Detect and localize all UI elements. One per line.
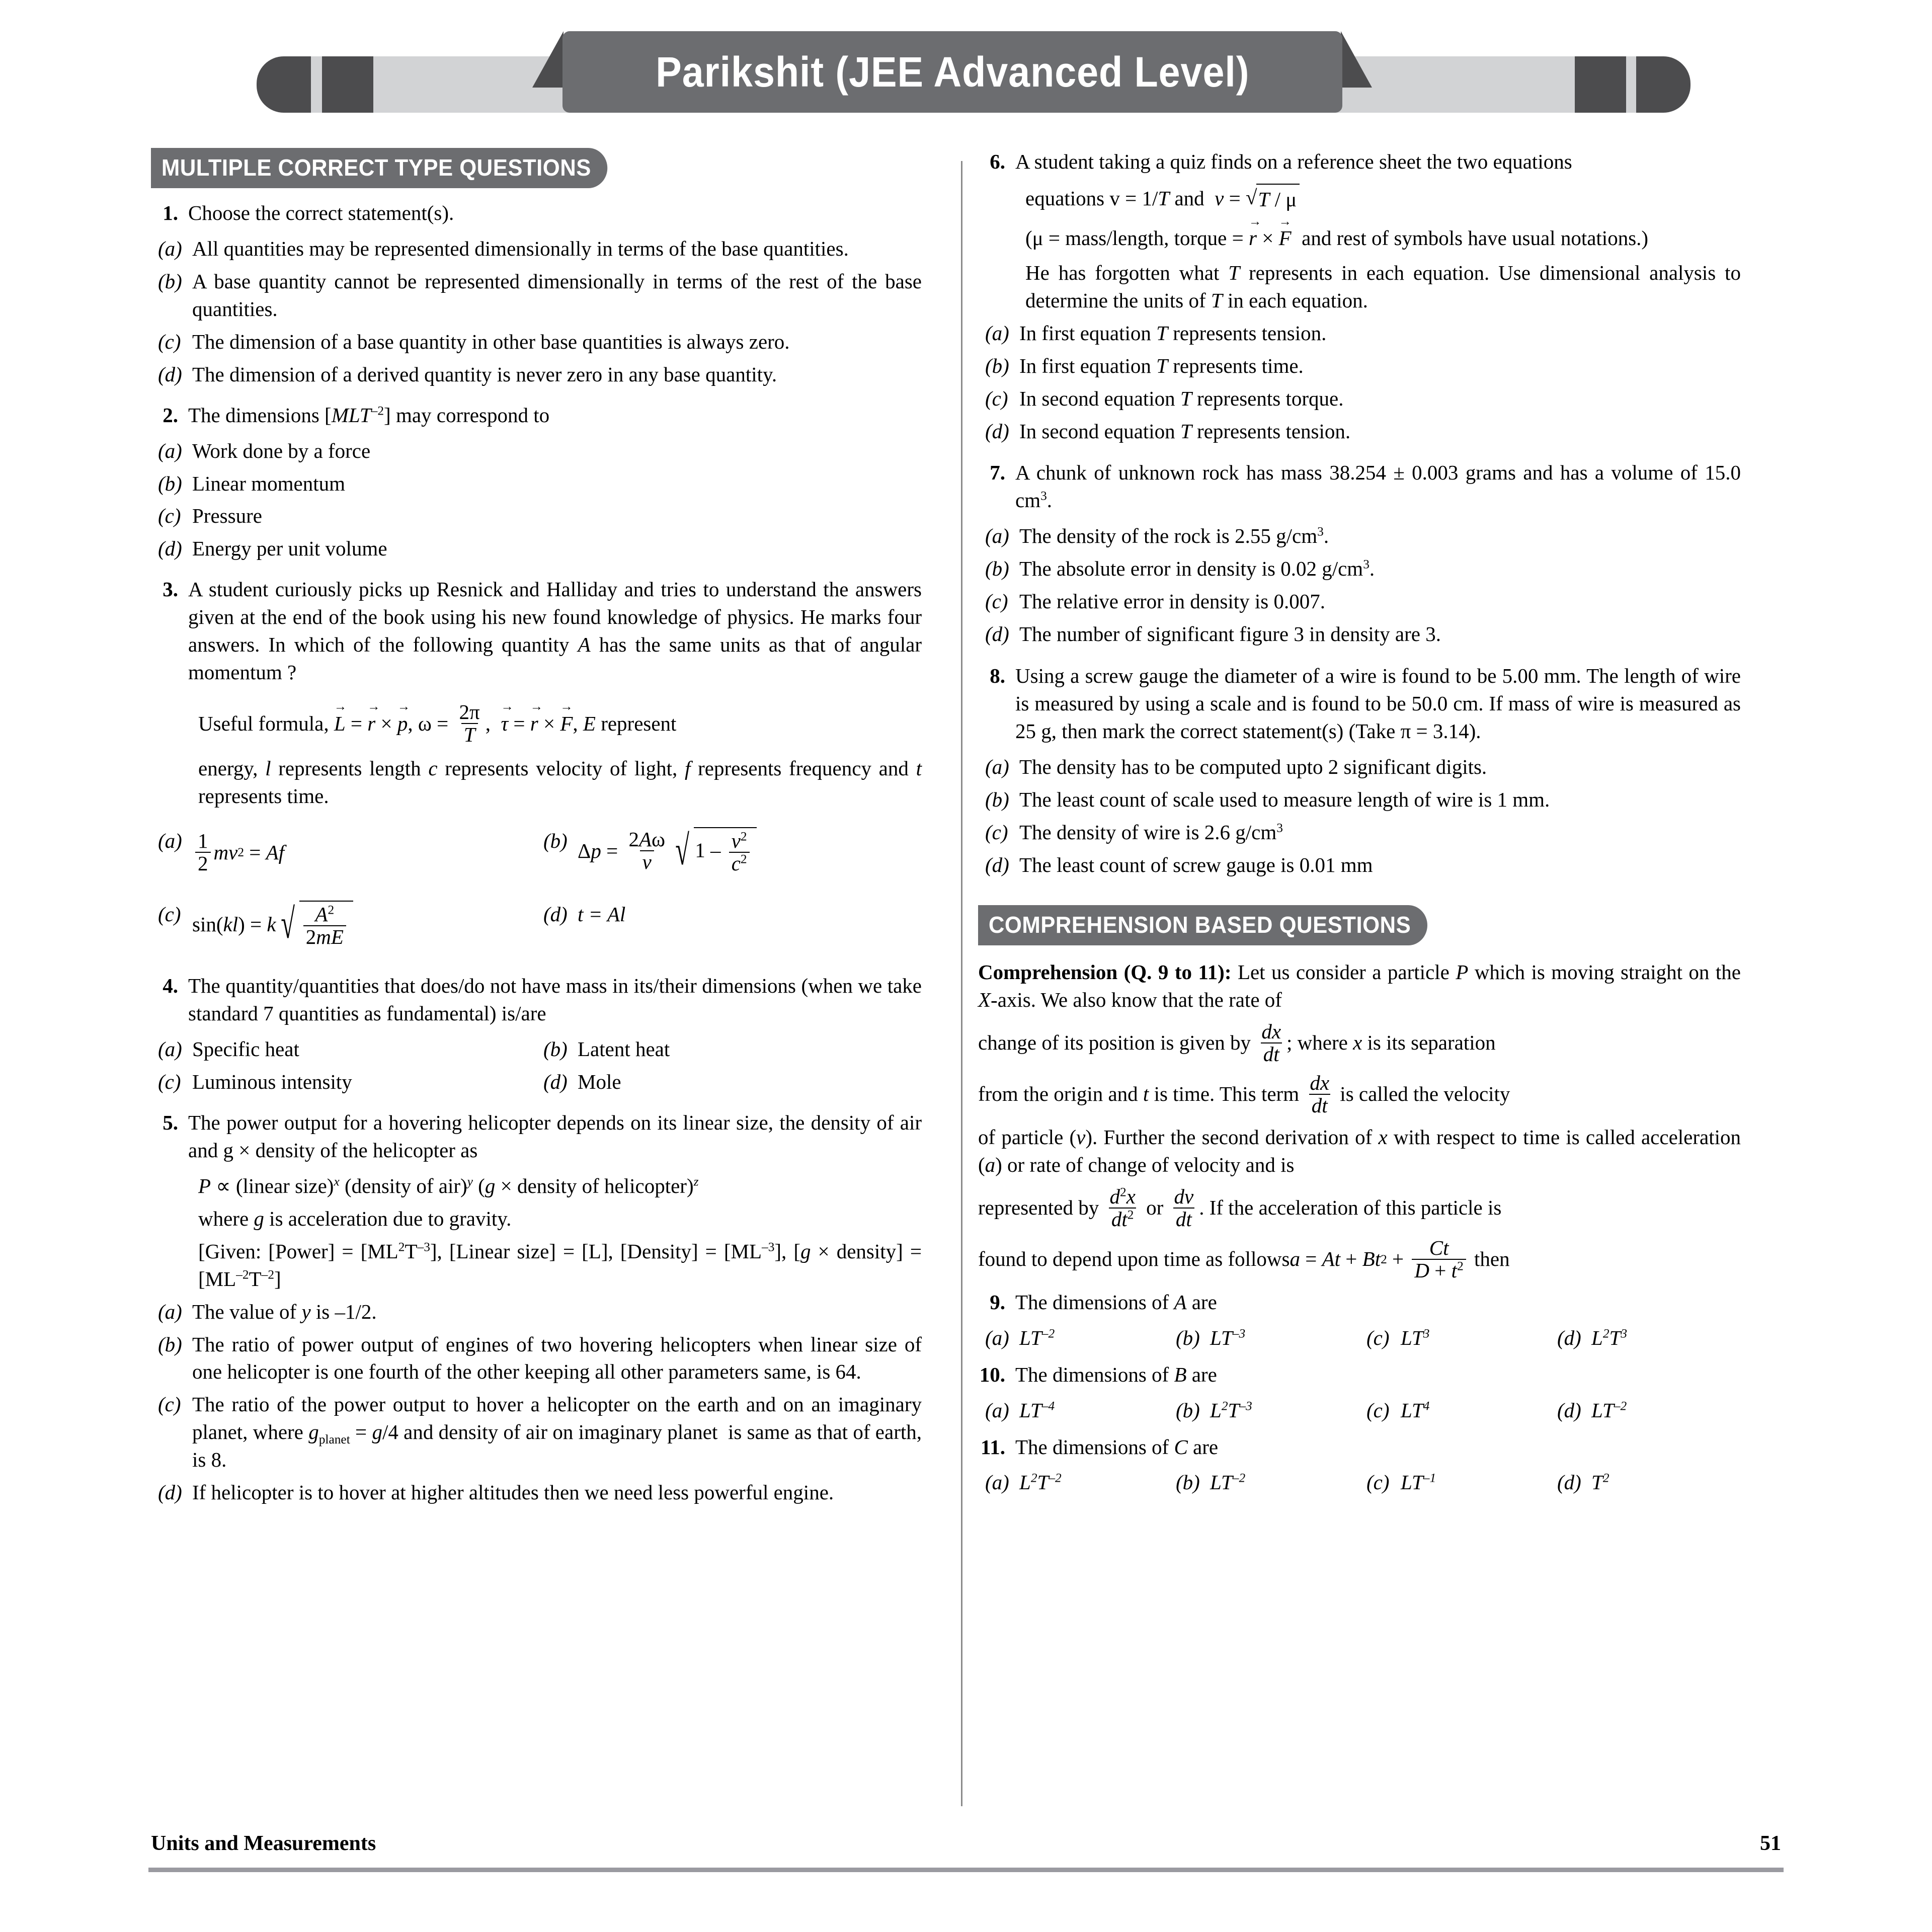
formula-lead: Useful formula, bbox=[198, 711, 329, 735]
question-number: 8. bbox=[990, 664, 1005, 688]
option-label: (c) bbox=[158, 330, 181, 353]
option-7a[interactable] bbox=[978, 522, 1741, 550]
q4-options-row-2 bbox=[151, 1068, 922, 1096]
option-label: (c) bbox=[985, 386, 1008, 410]
option-label: (c) bbox=[1366, 1326, 1390, 1349]
option-label: (d) bbox=[985, 853, 1009, 876]
option-1d[interactable] bbox=[151, 361, 922, 388]
option-text: Pressure bbox=[192, 504, 262, 528]
left-column bbox=[151, 126, 946, 1506]
q2-stem-post: ] may correspond to bbox=[384, 403, 550, 427]
option-label: (a) bbox=[158, 829, 182, 853]
ribbon-fold-left bbox=[532, 31, 564, 88]
option-text: The density of the rock is 2.55 $g/cm^3$. bbox=[1019, 524, 1329, 548]
option-text: sin( kl ) = k √ $\frac{A^2}{2mE}$ bbox=[192, 901, 536, 948]
option-label: (d) bbox=[543, 903, 568, 926]
option-text: Latent heat bbox=[578, 1037, 670, 1061]
section-header-multiple-correct: MULTIPLE CORRECT TYPE QUESTIONS bbox=[151, 148, 607, 188]
comprehension-title: Comprehension (Q. 9 to 11): bbox=[978, 960, 1232, 984]
option-6b[interactable] bbox=[978, 352, 1741, 380]
option-label: (d) bbox=[543, 1070, 568, 1094]
comprehension-intro: Comprehension (Q. 9 to 11): Let us consider a particle P which is moving straight on the X-axis. We also know that the rate of bbox=[978, 960, 1741, 1011]
option-5a[interactable] bbox=[151, 1298, 922, 1326]
option-10a[interactable] bbox=[978, 1397, 1169, 1424]
question-stem: A student curiously picks up Resnick and Halliday and tries to understand the answers given at the end of the book using his new found knowledge of physics. He marks four answers. In which of the following quantity A has the same units as that of angular momentum ? bbox=[188, 578, 922, 684]
option-text: In first equation T represents time. bbox=[1019, 354, 1304, 377]
option-9c[interactable] bbox=[1359, 1324, 1550, 1352]
question-11 bbox=[978, 1433, 1741, 1461]
ribbon-fold-right bbox=[1341, 31, 1372, 88]
formula-tail: represent bbox=[601, 711, 677, 735]
option-label: (b) bbox=[158, 471, 182, 495]
option-3c[interactable] bbox=[151, 901, 536, 948]
option-text: The value of y is –1/2. bbox=[192, 1300, 377, 1323]
option-8c[interactable] bbox=[978, 819, 1741, 846]
section-header-comprehension: COMPREHENSION BASED QUESTIONS bbox=[978, 905, 1427, 945]
option-text: Specific heat bbox=[192, 1037, 299, 1061]
option-text: The ratio of the power output to hover a helicopter on the earth and on an imaginary planet, where $g_{planet} = g/4$ and density of air on imaginary planet is same as that of earth, is 8. bbox=[192, 1393, 922, 1472]
option-2a[interactable] bbox=[151, 437, 922, 465]
option-label: (b) bbox=[985, 354, 1009, 377]
question-number: 3. bbox=[163, 578, 178, 601]
option-text: The absolute error in density is 0.02 $g/cm^3$. bbox=[1019, 557, 1375, 581]
question-stem: The dimensions $[MLT^{-2}]$ may correspond to bbox=[188, 403, 550, 427]
option-8b[interactable] bbox=[978, 786, 1741, 814]
option-label: (b) bbox=[985, 557, 1009, 581]
option-10d[interactable] bbox=[1550, 1397, 1741, 1424]
question-stem: The dimensions of B are bbox=[1015, 1362, 1217, 1386]
q2-dimension-symbol: ML bbox=[331, 403, 360, 427]
question-number: 5. bbox=[163, 1110, 178, 1134]
q9-options-row bbox=[978, 1324, 1741, 1352]
question-1 bbox=[151, 199, 922, 227]
option-text: Work done by a force bbox=[192, 439, 371, 462]
comprehension-line-5: represented by $\frac{d^2x}{dt^2}$ or $\frac{dv}{dt}$ . If the acceleration of this particle is bbox=[978, 1184, 1502, 1231]
question-number: 4. bbox=[163, 974, 178, 998]
option-2d[interactable] bbox=[151, 535, 922, 562]
question-6 bbox=[978, 148, 1741, 176]
ribbon-cap-right-outer bbox=[1636, 56, 1691, 113]
option-2b[interactable] bbox=[151, 470, 922, 498]
option-5c[interactable] bbox=[151, 1391, 922, 1474]
option-1b[interactable] bbox=[151, 268, 922, 323]
option-label: (d) bbox=[158, 537, 182, 560]
option-label: (b) bbox=[985, 787, 1009, 811]
question-7 bbox=[978, 459, 1741, 514]
option-label: (b) bbox=[1176, 1326, 1200, 1349]
option-text: $LT^{-2}$ bbox=[1591, 1398, 1627, 1422]
option-text: The least count of scale used to measure length of wire is 1 mm. bbox=[1019, 787, 1550, 811]
right-column bbox=[946, 126, 1741, 1506]
option-label: (a) bbox=[985, 1471, 1009, 1494]
q11-options-row bbox=[978, 1469, 1741, 1496]
option-label: (b) bbox=[543, 829, 568, 853]
option-8a[interactable] bbox=[978, 753, 1741, 781]
question-number: 2. bbox=[163, 403, 178, 427]
option-label: (c) bbox=[1366, 1398, 1390, 1422]
option-label: (a) bbox=[158, 1300, 182, 1323]
option-text: $L^2T^{-3}$ bbox=[1210, 1398, 1252, 1422]
option-text: In second equation T represents tension. bbox=[1019, 419, 1351, 443]
option-11b[interactable] bbox=[1169, 1469, 1359, 1496]
option-label: (b) bbox=[543, 1037, 568, 1061]
option-text: $LT^{-2}$ bbox=[1019, 1326, 1055, 1349]
option-label: (b) bbox=[1176, 1398, 1200, 1422]
question-4 bbox=[151, 972, 922, 1027]
column-divider bbox=[961, 161, 962, 1806]
question-stem: Using a screw gauge the diameter of a wire is found to be 5.00 mm. The length of wire is measured by using a scale and is found to be 50.0 cm. If mass of wire is measured as 25 g, then mark the correct statement(s) (Take π = 3.14). bbox=[1015, 664, 1741, 743]
option-label: (a) bbox=[985, 321, 1009, 345]
option-text: Mole bbox=[578, 1070, 621, 1094]
q6-note: (μ = mass/length, torque = r → × F → and rest of symbols have usual notations.) bbox=[1025, 224, 1741, 252]
q5-where: where g is acceleration due to gravity. bbox=[198, 1206, 512, 1230]
option-text: $LT^{-3}$ bbox=[1210, 1326, 1246, 1349]
page-header bbox=[0, 0, 1932, 126]
question-3 bbox=[151, 576, 922, 686]
option-label: (c) bbox=[985, 590, 1008, 613]
option-label: (a) bbox=[158, 236, 182, 260]
question-10 bbox=[978, 1361, 1741, 1389]
option-label: (b) bbox=[158, 269, 182, 293]
question-stem: Choose the correct statement(s). bbox=[188, 201, 454, 224]
ribbon-cap-left-inner bbox=[322, 56, 373, 113]
option-text: $LT^4$ bbox=[1401, 1398, 1430, 1422]
comprehension-line-2: change of its position is given by $\frac{dx}{dt}$ ; where x is its separation bbox=[978, 1019, 1496, 1066]
page-footer bbox=[0, 1831, 1932, 1872]
option-label: (a) bbox=[985, 524, 1009, 548]
option-text: $\frac{1}{2}$ mv 2 = Af bbox=[192, 827, 536, 874]
question-stem: The power output for a hovering helicopter depends on its linear size, the density of air and g × density of the helicopter as bbox=[188, 1110, 922, 1162]
q5-proportionality: P ∝ (linear size)$^x$ (density of air)$^y$ (g × density of helicopter)$^z$ bbox=[198, 1174, 699, 1197]
option-label: (d) bbox=[158, 1481, 182, 1504]
option-text: The density has to be computed upto 2 significant digits. bbox=[1019, 755, 1487, 778]
option-1c[interactable] bbox=[151, 328, 922, 356]
option-label: (d) bbox=[158, 362, 182, 386]
question-stem: The dimensions of A are bbox=[1015, 1290, 1217, 1314]
ribbon-cap-left-outer bbox=[257, 56, 311, 113]
option-text: $LT^3$ bbox=[1401, 1326, 1430, 1349]
question-stem: A chunk of unknown rock has mass 38.254 ± 0.003 grams and has a volume of 15.0 $cm^3$. bbox=[1015, 461, 1741, 512]
option-text: In second equation T represents torque. bbox=[1019, 386, 1344, 410]
q10-options-row bbox=[978, 1397, 1741, 1424]
question-number: 9. bbox=[990, 1290, 1005, 1314]
question-2 bbox=[151, 401, 922, 429]
comprehension-line-3: from the origin and t is time. This term $\frac{dx}{dt}$ is called the velocity bbox=[978, 1071, 1510, 1117]
option-label: (a) bbox=[985, 1398, 1009, 1422]
option-text: $L^2T^{-2}$ bbox=[1019, 1471, 1062, 1494]
question-number: 7. bbox=[990, 461, 1005, 485]
option-text: The number of significant figure 3 in density are 3. bbox=[1019, 622, 1441, 646]
q5-given: [Given: [Power] = $[ML^2T^{-3}]$, [Linear size] = [L], [Density] = $[ML^{-3}]$, [g × density] = $[ML^{-2}T^{-2}]$ bbox=[198, 1239, 922, 1291]
option-text: Linear momentum bbox=[192, 471, 345, 495]
footer-page-number: 51 bbox=[1760, 1832, 1781, 1855]
option-11a[interactable] bbox=[978, 1469, 1169, 1496]
option-11d[interactable] bbox=[1550, 1469, 1741, 1496]
option-text: If helicopter is to hover at higher altitudes then we need less powerful engine. bbox=[192, 1481, 834, 1504]
option-text: The dimension of a base quantity in other base quantities is always zero. bbox=[192, 330, 790, 353]
option-label: (c) bbox=[158, 1070, 181, 1094]
option-6a[interactable] bbox=[978, 319, 1741, 347]
comprehension-line-6: found to depend upon time as follows a = At + Bt 2 + $\frac{Ct}{D + t^2}$ then bbox=[978, 1236, 1510, 1282]
option-text: $LT^{-2}$ bbox=[1210, 1471, 1246, 1494]
option-4c[interactable] bbox=[151, 1068, 536, 1096]
option-label: (c) bbox=[158, 903, 181, 926]
option-7c[interactable] bbox=[978, 588, 1741, 615]
option-4d[interactable] bbox=[536, 1068, 922, 1096]
option-9d[interactable] bbox=[1550, 1324, 1741, 1352]
comprehension-line-4: of particle (v). Further the second derivation of x with respect to time is called acceleration (a) or rate of change of velocity and is bbox=[978, 1125, 1741, 1176]
option-8d[interactable] bbox=[978, 851, 1741, 879]
option-label: (b) bbox=[158, 1332, 182, 1356]
page-title: Parikshit (JEE Advanced Level) bbox=[655, 48, 1250, 96]
q3-options-row-2 bbox=[151, 901, 922, 948]
option-1a[interactable] bbox=[151, 235, 922, 263]
option-text: A base quantity cannot be represented dimensionally in terms of the rest of the base quantities. bbox=[192, 269, 922, 320]
q4-options-row-1 bbox=[151, 1035, 922, 1063]
footer-content bbox=[151, 1831, 1781, 1856]
option-text: Energy per unit volume bbox=[192, 537, 387, 560]
footer-rule bbox=[148, 1868, 1784, 1872]
q6-equations: equations v = 1/ T and v = √ T / μ bbox=[1025, 184, 1741, 213]
option-9b[interactable] bbox=[1169, 1324, 1359, 1352]
option-5d[interactable] bbox=[151, 1479, 922, 1506]
option-text: All quantities may be represented dimensionally in terms of the base quantities. bbox=[192, 236, 849, 260]
question-stem: The dimensions of C are bbox=[1015, 1435, 1219, 1459]
option-text: Luminous intensity bbox=[192, 1070, 352, 1094]
option-10c[interactable] bbox=[1359, 1397, 1550, 1424]
option-9a[interactable] bbox=[978, 1324, 1169, 1352]
option-text: In first equation T represents tension. bbox=[1019, 321, 1327, 345]
option-label: (a) bbox=[158, 1037, 182, 1061]
header-title-plaque bbox=[562, 31, 1342, 113]
option-text: The dimension of a derived quantity is never zero in any base quantity. bbox=[192, 362, 777, 386]
option-label: (c) bbox=[158, 1393, 181, 1416]
option-text: The least count of screw gauge is 0.01 mm bbox=[1019, 853, 1373, 876]
option-3a[interactable] bbox=[151, 827, 536, 874]
q3-description: energy, l represents length c represents velocity of light, f represents frequency and t represents time. bbox=[198, 757, 922, 808]
option-5b[interactable] bbox=[151, 1331, 922, 1386]
option-text: The density of wire is 2.6 $g/cm^3$ bbox=[1019, 820, 1283, 844]
option-label: (c) bbox=[158, 504, 181, 528]
question-number: 6. bbox=[990, 150, 1005, 173]
page-body bbox=[0, 126, 1932, 1506]
option-text: The ratio of power output of engines of two hovering helicopters when linear size of one helicopter is one fourth of the other keeping all other parameters same, is 64. bbox=[192, 1332, 922, 1384]
option-label: (d) bbox=[1557, 1398, 1581, 1422]
q2-stem-pre: The dimensions [ bbox=[188, 403, 332, 427]
option-3b[interactable] bbox=[536, 827, 922, 874]
question-stem: A student taking a quiz finds on a reference sheet the two equations bbox=[1015, 150, 1572, 173]
question-5 bbox=[151, 1109, 922, 1164]
option-6d[interactable] bbox=[978, 418, 1741, 445]
q3-options-row-1 bbox=[151, 827, 922, 874]
option-label: (c) bbox=[985, 820, 1008, 844]
option-7b[interactable] bbox=[978, 555, 1741, 583]
option-label: (d) bbox=[985, 419, 1009, 443]
option-label: (b) bbox=[1176, 1471, 1200, 1494]
option-text: t = Al bbox=[578, 903, 626, 926]
option-11c[interactable] bbox=[1359, 1469, 1550, 1496]
option-label: (d) bbox=[1557, 1326, 1581, 1349]
option-label: (a) bbox=[158, 439, 182, 462]
option-label: (a) bbox=[985, 755, 1009, 778]
question-number: 10. bbox=[979, 1362, 1005, 1386]
option-text: $T^2$ bbox=[1591, 1471, 1609, 1494]
option-text: The relative error in density is 0.007. bbox=[1019, 590, 1325, 613]
option-label: (c) bbox=[1366, 1471, 1390, 1494]
option-label: (a) bbox=[985, 1326, 1009, 1349]
question-number: 11. bbox=[981, 1435, 1005, 1459]
option-text: $L^2T^3$ bbox=[1591, 1326, 1628, 1349]
q6-body: He has forgotten what T represents in each equation. Use dimensional analysis to determine the units of T in each equation. bbox=[1025, 261, 1741, 312]
option-label: (d) bbox=[985, 622, 1009, 646]
two-column-layout bbox=[151, 126, 1781, 1506]
question-9 bbox=[978, 1289, 1741, 1316]
option-label: (d) bbox=[1557, 1471, 1581, 1494]
option-2c[interactable] bbox=[151, 502, 922, 530]
ribbon-cap-right-inner bbox=[1575, 56, 1626, 113]
footer-chapter-title: Units and Measurements bbox=[151, 1832, 376, 1855]
option-4a[interactable] bbox=[151, 1035, 536, 1063]
q3-useful-formula: Useful formula, L → = r → × p → , ω = $\frac{2\pi}{T}$ , τ → = r → × F → , E represent bbox=[198, 701, 922, 746]
question-number: 1. bbox=[163, 201, 178, 224]
option-4b[interactable] bbox=[536, 1035, 922, 1063]
option-6c[interactable] bbox=[978, 385, 1741, 413]
question-stem: The quantity/quantities that does/do not have mass in its/their dimensions (when we take standard 7 quantities as fundamental) is/are bbox=[188, 974, 922, 1025]
option-10b[interactable] bbox=[1169, 1397, 1359, 1424]
question-8 bbox=[978, 662, 1741, 745]
option-text: Δ p = $\frac{2A\omega}{v}$ √ 1 – $\frac{v^2}{c^2}$ bbox=[578, 827, 922, 874]
option-text: $LT^{-1}$ bbox=[1401, 1471, 1436, 1494]
option-text: $LT^{-4}$ bbox=[1019, 1398, 1055, 1422]
option-7d[interactable] bbox=[978, 620, 1741, 648]
option-3d[interactable] bbox=[536, 901, 922, 948]
